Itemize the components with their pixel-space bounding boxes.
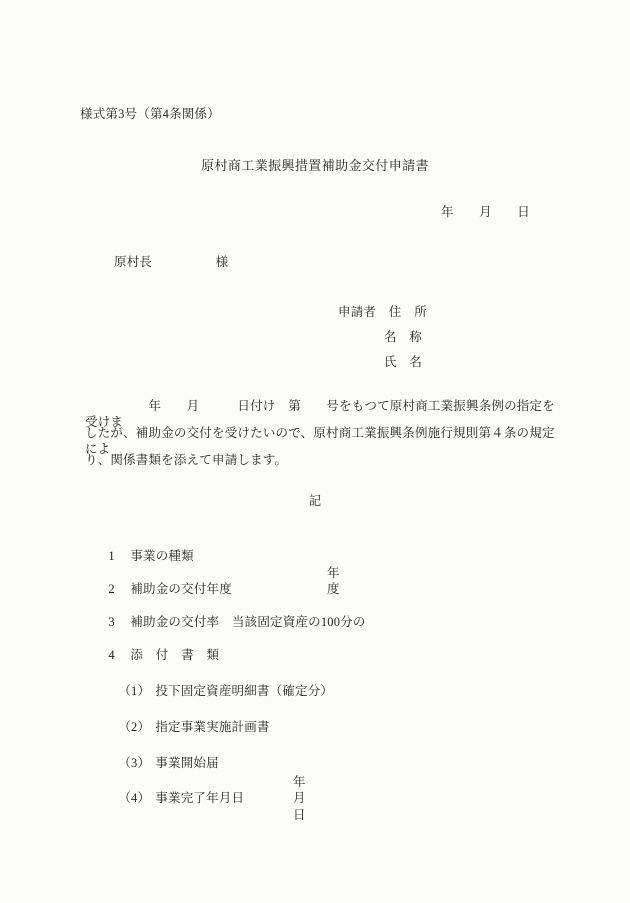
attachment-suffix: 年 月 日: [293, 775, 332, 822]
item-number: 2: [108, 582, 115, 597]
attachment-item-4: [105, 774, 332, 839]
item-label: 補助金の交付年度: [130, 582, 232, 597]
attachment-number: （2）: [118, 720, 151, 735]
item-label: 添 付 書 類: [130, 648, 220, 663]
date-line: 年 月 日: [441, 205, 530, 219]
body-paragraph-line-3: り、関係書類を添えて申請します。: [85, 453, 288, 467]
attachment-label: 投下固定資産明細書（確定分）: [155, 684, 334, 699]
attachment-label: 事業完了年月日: [155, 791, 245, 806]
document-title: 原村商工業振興措置補助金交付申請書: [201, 158, 429, 173]
addressee-line: 原村長 様: [114, 255, 229, 269]
attachment-number: （1）: [118, 684, 151, 699]
item-suffix: 年度: [327, 566, 340, 597]
item-label: 補助金の交付率 当該固定資産の100分の: [130, 615, 366, 630]
attachment-label: 指定事業実施計画書: [155, 720, 270, 735]
attachment-number: （3）: [118, 756, 151, 771]
body-paragraph-line-1: 年 月 日付け 第 号をもつて原村商工業振興条例の指定を受けま: [85, 399, 555, 430]
item-number: 1: [108, 549, 115, 564]
applicant-address-line: 申請者 住 所: [338, 305, 427, 319]
ki-section-heading: 記: [308, 494, 322, 508]
form-number: 様式第3号（第4条関係）: [80, 107, 220, 121]
body-paragraph-line-2: したが、補助金の交付を受けたいので、原村商工業振興条例施行規則第４条の規定によ: [85, 426, 555, 457]
attachment-label: 事業開始届: [155, 756, 219, 771]
item-label: 事業の種類: [130, 549, 194, 564]
applicant-person-line: 氏 名: [384, 355, 423, 369]
attachment-number: （4）: [118, 791, 151, 806]
item-number: 3: [108, 615, 115, 630]
item-number: 4: [108, 648, 115, 663]
applicant-name-line: 名 称: [384, 330, 423, 344]
